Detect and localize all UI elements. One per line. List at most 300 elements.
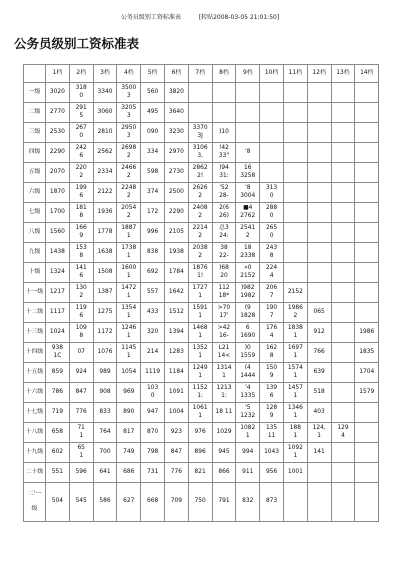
salary-cell: (9 1828 [236,303,260,323]
salary-cell: 923 [164,423,188,443]
salary-cell: 1472 1 [117,283,141,303]
salary-cell: 1145 1 [117,343,141,363]
salary-cell: 128 9 [260,403,284,423]
salary-cell: 288 0 [260,203,284,223]
salary-cell [355,463,379,483]
salary-cell: 141 [307,443,331,463]
salary-cell: 518 [307,383,331,403]
salary-cell: 172 [141,203,165,223]
salary-cell [283,183,307,203]
salary-cell: 766 [307,343,331,363]
level-label-cell: 一级 [24,83,46,103]
grade-header-cell: 3档 [93,65,117,83]
salary-cell: 1986 2 [283,303,307,323]
salary-cell: )68 20 [212,263,236,283]
salary-cell: 1352 1 [188,343,212,363]
salary-cell [283,263,307,283]
salary-cell: 3640 [164,103,188,123]
salary-cell: >42 16- [212,323,236,343]
salary-cell: 890 [117,403,141,423]
salary-cell [355,283,379,303]
salary-cell: 1043 [260,443,284,463]
salary-cell: 2626 2 [188,183,212,203]
salary-cell [283,83,307,103]
salary-cell [331,443,355,463]
salary-cell [355,183,379,203]
salary-cell: 2054 2 [117,203,141,223]
salary-cell: 2698 2 [117,143,141,163]
salary-cell: 214 [141,343,165,363]
salary-cell: 1986 [355,323,379,343]
salary-cell: 1574 1 [283,363,307,383]
salary-cell: !42 33" [212,143,236,163]
salary-cell [331,203,355,223]
salary-cell: 1246 1 [117,323,141,343]
salary-cell: 3020 [46,83,70,103]
salary-cell [236,123,260,143]
salary-cell: 1217 [46,283,70,303]
salary-cell: 3500 3 [117,83,141,103]
salary-cell: 731 [141,463,165,483]
salary-cell: '52 28- [212,183,236,203]
salary-cell: 2810 [93,123,117,143]
salary-cell: 2(6 26) [212,203,236,223]
table-row [24,223,379,243]
salary-cell [283,163,307,183]
salary-cell [331,363,355,383]
salary-cell: 2950 3 [117,123,141,143]
salary-cell: 1938 [164,243,188,263]
salary-cell: 1054 [117,363,141,383]
salary-cell: 994 [236,443,260,463]
salary-cell: 3230 [164,123,188,143]
salary-cell: 776 [69,403,93,423]
salary-cell: >70 17' [212,303,236,323]
salary-cell [331,403,355,423]
level-label-cell: 二'一 级 [24,483,46,522]
salary-cell [331,183,355,203]
salary-cell: 403 [307,403,331,423]
level-label-cell: 十级 [24,263,46,283]
salary-cell [355,223,379,243]
salary-cell [355,123,379,143]
salary-cell [355,143,379,163]
salary-cell [188,103,212,123]
salary-cell [307,163,331,183]
table-row [24,83,379,103]
salary-cell: 3340 [93,83,117,103]
salary-cell [331,383,355,403]
salary-cell: 495 [141,103,165,123]
salary-cell [331,163,355,183]
salary-cell: 658 [46,423,70,443]
grade-header-cell: 7档 [188,65,212,83]
header-row [24,65,379,83]
salary-cell: 124, 1 [307,423,331,443]
level-label-cell: 九级 [24,243,46,263]
salary-cell [355,423,379,443]
salary-cell: ■4 2762 [236,203,260,223]
salary-cell [307,123,331,143]
salary-cell: 190 7 [260,303,284,323]
salary-cell: 1778 [93,223,117,243]
page-title: 公务员级别工资标准表 [14,36,140,51]
salary-cell [355,303,379,323]
salary-cell: 1600 1 [117,263,141,283]
salary-cell: 2730 [164,163,188,183]
table-row [24,243,379,263]
salary-cell: L21 14< [212,343,236,363]
level-label-cell: 十五级 [24,363,46,383]
salary-cell [283,483,307,522]
grade-header-cell: 9档 [236,65,260,83]
salary-cell: (4 1444 [236,363,260,383]
salary-cell [331,223,355,243]
salary-cell: 1738 1 [117,243,141,263]
salary-cell: 3060 [93,103,117,123]
salary-cell: 199 6 [69,183,93,203]
salary-cell: 2152 [283,283,307,303]
salary-cell: 873 [260,483,284,522]
salary-cell: 1249 1 [188,363,212,383]
salary-cell [331,483,355,522]
salary-cell: 1579 [355,383,379,403]
grade-header-cell: 5档 [141,65,165,83]
salary-cell: 1324 [46,263,70,283]
salary-cell [331,83,355,103]
salary-cell [355,203,379,223]
salary-cell: 1468 1 [188,323,212,343]
table-row [24,103,379,123]
table-row [24,323,379,343]
salary-cell: 135 11 [260,423,284,443]
salary-cell: 1213 1: [212,383,236,403]
salary-cell: 945 [212,443,236,463]
salary-cell [307,83,331,103]
salary-cell: 1835 [355,343,379,363]
salary-cell [307,463,331,483]
salary-cell [307,263,331,283]
salary-cell: '5 1232 [236,403,260,423]
salary-cell: 162 8 [260,343,284,363]
salary-cell: 1082 1 [236,423,260,443]
salary-cell: 1092 1 [283,443,307,463]
salary-cell: 267 0 [69,123,93,143]
salary-cell: 1784 [164,263,188,283]
salary-cell: 129 4 [331,423,355,443]
table-row [24,403,379,423]
salary-cell: 2038 2 [188,243,212,263]
salary-cell: 847 [69,383,93,403]
grade-header-cell: 4档 [117,65,141,83]
salary-cell: 776 [164,463,188,483]
salary-cell [260,123,284,143]
salary-cell: 2248 2 [117,183,141,203]
salary-cell [331,303,355,323]
salary-cell: 596 [69,463,93,483]
table-row [24,123,379,143]
salary-cell: 18 11 [212,403,236,423]
salary-cell: 1001 [283,463,307,483]
salary-cell: 2290 [46,143,70,163]
salary-cell: )982 1982 [236,283,260,303]
salary-cell: 956 [260,463,284,483]
salary-cell: 1438 [46,243,70,263]
salary-cell: 3370 3J [188,123,212,143]
table-row [24,183,379,203]
salary-cell: 2862 2! [188,163,212,183]
salary-cell: 627 [117,483,141,522]
salary-cell [260,163,284,183]
salary-cell: 602 [46,443,70,463]
salary-cell: 1870 [46,183,70,203]
salary-cell [355,443,379,463]
salary-cell: 1314 1 [212,363,236,383]
salary-cell: 791 [212,483,236,522]
grade-header-cell: 1档 [46,65,70,83]
salary-cell: 2290 [164,203,188,223]
table-row [24,143,379,163]
salary-cell [283,143,307,163]
salary-cell: 1024 [46,323,70,343]
salary-cell: 1700 [46,203,70,223]
salary-cell: 764 [93,423,117,443]
salary-cell: 1283 [164,343,188,363]
salary-cell: )10 [212,123,236,143]
salary-cell: 586 [93,483,117,522]
salary-cell: 206 7 [260,283,284,303]
salary-cell: 1560 [46,223,70,243]
salary-cell: 551 [46,463,70,483]
salary-cell [188,83,212,103]
salary-cell: 817 [117,423,141,443]
salary-cell: 243 8 [260,243,284,263]
salary-cell: 1642 [164,283,188,303]
salary-cell: '8 [236,143,260,163]
salary-cell: 833 [93,403,117,423]
salary-cell: 1346 1 [283,403,307,423]
salary-cell: 2408 2 [188,203,212,223]
level-label-cell: 十三级 [24,323,46,343]
level-label-cell: 四级 [24,143,46,163]
salary-cell: 2070 [46,163,70,183]
salary-cell: 6 1690 [236,323,260,343]
salary-cell [283,123,307,143]
salary-cell: 938 1C [46,343,70,363]
salary-cell: 1091 [164,383,188,403]
salary-cell: 870 [141,423,165,443]
header-doc-title: 公务员级别工资标准表 [120,14,181,21]
salary-cell: 2500 [164,183,188,203]
salary-cell: »0 2152 [236,263,260,283]
salary-cell: 924 [69,363,93,383]
salary-cell: '8 3004 [236,183,260,203]
salary-cell [331,123,355,143]
salary-cell: 866 [212,463,236,483]
salary-cell: 2122 [93,183,117,203]
grade-header-cell: 2档 [69,65,93,83]
salary-cell: 786 [46,383,70,403]
salary-cell: 1838 1 [283,323,307,343]
table-header [24,65,379,83]
salary-cell: 433 [141,303,165,323]
salary-cell: 139 6 [260,383,284,403]
salary-table [23,64,379,522]
salary-cell: 912 [307,323,331,343]
salary-cell: 947 [141,403,165,423]
page-header [0,12,400,21]
salary-cell [307,243,331,263]
level-label-cell: 十九级 [24,443,46,463]
salary-cell: )94 31: [212,163,236,183]
salary-cell: 1076 [93,343,117,363]
salary-cell: 2770 [46,103,70,123]
salary-cell: 141 6 [69,263,93,283]
salary-cell: 1591 1 [188,303,212,323]
salary-cell [283,203,307,223]
salary-cell: 969 [117,383,141,403]
salary-cell: 798 [141,443,165,463]
level-label-cell: 八级 [24,223,46,243]
salary-cell: 2334 [93,163,117,183]
level-label-cell: 七级 [24,203,46,223]
salary-cell: 1117 [46,303,70,323]
salary-cell: 1184 [164,363,188,383]
table-row [24,163,379,183]
salary-cell: 18 2338 [236,243,260,263]
salary-cell: 334 [141,143,165,163]
level-label-cell: 十二级 [24,303,46,323]
salary-cell: 103 0 [141,383,165,403]
salary-cell: 641 [93,463,117,483]
salary-cell: 242 6 [69,143,93,163]
salary-cell: 668 [141,483,165,522]
salary-cell [307,143,331,163]
level-label-cell: 十八级 [24,423,46,443]
salary-cell [331,263,355,283]
salary-cell: 545 [69,483,93,522]
salary-cell: 176 4 [260,323,284,343]
salary-cell: 1512 [164,303,188,323]
salary-cell: 976 [188,423,212,443]
salary-cell [236,103,260,123]
table-row [24,383,379,403]
salary-cell: 847 [164,443,188,463]
salary-cell: 265 0 [260,223,284,243]
salary-cell [355,103,379,123]
salary-cell [355,483,379,522]
salary-cell: 989 [93,363,117,383]
salary-cell [307,183,331,203]
salary-cell: 1936 [93,203,117,223]
salary-cell: 188 1 [283,423,307,443]
grade-header-cell: 6档 [164,65,188,83]
salary-cell: 374 [141,183,165,203]
salary-cell: 2214 2 [188,223,212,243]
salary-cell: 291 5 [69,103,93,123]
salary-cell: 3106 3, [188,143,212,163]
salary-cell: 1119 [141,363,165,383]
table-body [24,83,379,522]
salary-cell: 181 8 [69,203,93,223]
salary-cell [260,83,284,103]
salary-cell [355,243,379,263]
salary-cell: 1508 [93,263,117,283]
table-row [24,263,379,283]
salary-cell: 598 [141,163,165,183]
salary-cell: 38 22- [212,243,236,263]
salary-cell [283,103,307,123]
salary-cell [331,143,355,163]
salary-cell [331,463,355,483]
salary-cell: 1172 [93,323,117,343]
salary-cell: 2105 [164,223,188,243]
salary-cell: 692 [141,263,165,283]
salary-cell: 16 3258 [236,163,260,183]
salary-cell [331,323,355,343]
salary-cell: 1354 1 [117,303,141,323]
salary-cell: 709 [164,483,188,522]
salary-cell [236,83,260,103]
table-row [24,303,379,323]
salary-cell: 1387 [93,283,117,303]
salary-cell: 1457 1 [283,383,307,403]
level-label-cell: 五级 [24,163,46,183]
salary-cell: 1394 [164,323,188,343]
salary-cell: 318 0 [69,83,93,103]
salary-cell: 2562 [93,143,117,163]
salary-cell [260,143,284,163]
level-label-cell: 二级 [24,103,46,123]
salary-cell: 749 [117,443,141,463]
salary-cell [260,103,284,123]
salary-cell: 1061 1 [188,403,212,423]
level-label-cell: 十一级 [24,283,46,303]
salary-cell: 313 0 [260,183,284,203]
table-row [24,363,379,383]
salary-cell: 2970 [164,143,188,163]
level-label-cell: 三级 [24,123,46,143]
grade-header-cell: 11档 [283,65,307,83]
salary-cell [212,103,236,123]
level-label-cell: 十七级 [24,403,46,423]
salary-cell [307,203,331,223]
salary-cell: 1887 1 [117,223,141,243]
salary-cell: 832 [236,483,260,522]
salary-cell: 908 [93,383,117,403]
salary-cell: 1727 1 [188,283,212,303]
salary-cell [307,223,331,243]
salary-cell: 896 [188,443,212,463]
salary-cell: 911 [236,463,260,483]
salary-cell: 639 [307,363,331,383]
salary-cell: 150 9 [260,363,284,383]
table-row [24,203,379,223]
grade-header-cell: 14档 [355,65,379,83]
salary-cell: 2530 [46,123,70,143]
grade-header-cell: 10档 [260,65,284,83]
salary-cell: 2541 2 [236,223,260,243]
salary-cell: 560 [141,83,165,103]
salary-cell: 996 [141,223,165,243]
salary-cell: 2466 2 [117,163,141,183]
salary-cell: 1029 [212,423,236,443]
corner-header-cell [24,65,46,83]
salary-cell: 71 1 [69,423,93,443]
salary-cell: 130 2 [69,283,93,303]
grade-header-cell: 13档 [331,65,355,83]
salary-cell: 65 1 [69,443,93,463]
